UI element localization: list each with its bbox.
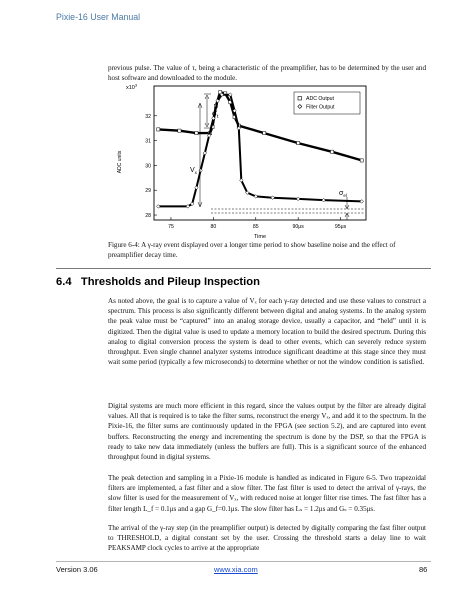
adc-data-point: [178, 129, 181, 132]
x-axis: [168, 217, 347, 230]
adc-data-point: [195, 132, 198, 135]
x-tick-label: 95μs: [334, 224, 347, 230]
filter-data-point: [360, 200, 364, 204]
legend-item-adc: ADC Output: [306, 96, 334, 102]
intro-paragraph: previous pulse. The value of τ, being a characteristic of the preamplifier, has to be determined by the user and host software and downloaded to the module.: [108, 64, 426, 83]
svg-text:σt: $\sigma_t$: [212, 109, 219, 120]
legend: [294, 92, 360, 114]
legend-item-filter: Filter Output: [306, 104, 335, 111]
y-axis: [145, 114, 157, 219]
x-tick-label: 90μs: [292, 224, 304, 230]
y-tick-label: 31: [145, 138, 151, 145]
running-header: Pixie-16 User Manual: [56, 12, 141, 22]
filter-data-point: [322, 198, 326, 202]
filter-data-point: [296, 197, 300, 201]
y-tick-label: 28: [145, 213, 151, 220]
paragraph-peak-detection: The peak detection and sampling in a Pixie-16 module is handled as indicated in Figure 6-5. Two trapezoidal filters are implemented, a fast filter and a slow filter. The fast filter is used to detect the arrival of γ-rays, the slow filter is used for the measurement of Vₓ, with reduced noise at longer filter rise times. The fast filter has a filter length L_f = 0.1μs and a gap G_f=0.1μs. The slow filter has Lₛ = 1.2μs and Gₛ = 0.35μs.: [108, 474, 426, 513]
y-axis-label: ADC units: [117, 150, 123, 174]
y-tick-label: 32: [145, 113, 151, 120]
filter-data-point: [156, 205, 160, 209]
adc-data-point: [157, 128, 160, 131]
paragraph-digital: Digital systems are much more efficient in this regard, since the values output by the filter are already digital values. All that is required is to take the filter sums, reconstruct the energy Vₓ, and add it to the spectrum. In the Pixie-16, the filter sums are continuously updated in the FPGA (see section 5.2), and are captured into event buffers. Reconstructing the energy and incrementing the spectrum is done by the DSP, so that the FPGA is ready to take new data immediately (unless the buffers are full). This is a significant source of the enhanced throughput found in digital systems.: [108, 402, 426, 462]
x-tick-label: 80: [210, 224, 217, 230]
x-tick-label: 85: [252, 224, 259, 230]
footer-page-number: 86: [419, 565, 428, 574]
paragraph-analog: As noted above, the goal is to capture a value of Vₓ for each γ-ray detected and use these values to construct a spectrum. This process is also significantly different between digital and analog systems. In the analog system the peak value must be “captured” into an analog storage device, usually a capacitor, and “held” until it is digitized. Then the digital value is used to update a memory location to build the desired spectrum. During this analog to digital conversion process the system is dead to other events, which can severely reduce system throughput. Even single channel analyzer systems introduce significant deadtime at this stage since they must wait some period (typically a few microseconds) to determine whether or not the window condition is satisfied.: [108, 297, 426, 367]
filter-data-point: [271, 196, 275, 200]
figure-chart: [116, 80, 378, 240]
x-axis-label: Time: [253, 234, 267, 240]
x-tick-label: 75: [168, 224, 174, 230]
paragraph-arrival: The arrival of the γ-ray step (in the preamplifier output) is detected by digitally comparing the fast filter output to THRESHOLD, a digital constant set by the user. Crossing the threshold starts a delay line to wait PEAKSAMP clock cycles to arrive at the appropriate: [108, 524, 426, 553]
adc-data-point: [330, 150, 333, 153]
figure-caption: Figure 6-4: A γ-ray event displayed over a longer time period to show baseline noise and the effect of preamplifier decay time.: [108, 241, 396, 259]
y-tick-label: 29: [145, 188, 151, 195]
section-heading: 6.4 Thresholds and Pileup Inspection: [56, 276, 260, 288]
svg-text:σel: $\sigma_{el}$: [339, 190, 347, 198]
y-multiplier: $x10^3$: [126, 82, 138, 91]
y-tick-label: 30: [145, 163, 151, 170]
footer-website-link[interactable]: www.xia.com: [214, 565, 258, 574]
footer-version: Version 3.06: [56, 565, 98, 574]
adc-data-point: [360, 159, 363, 162]
adc-data-point: [263, 132, 266, 135]
adc-data-point: [297, 141, 300, 144]
section-divider: [56, 268, 431, 269]
sigma-el-annotation: [339, 190, 349, 220]
svg-text:Vx: $V_x$: [190, 167, 197, 175]
footer-divider: [56, 561, 431, 562]
